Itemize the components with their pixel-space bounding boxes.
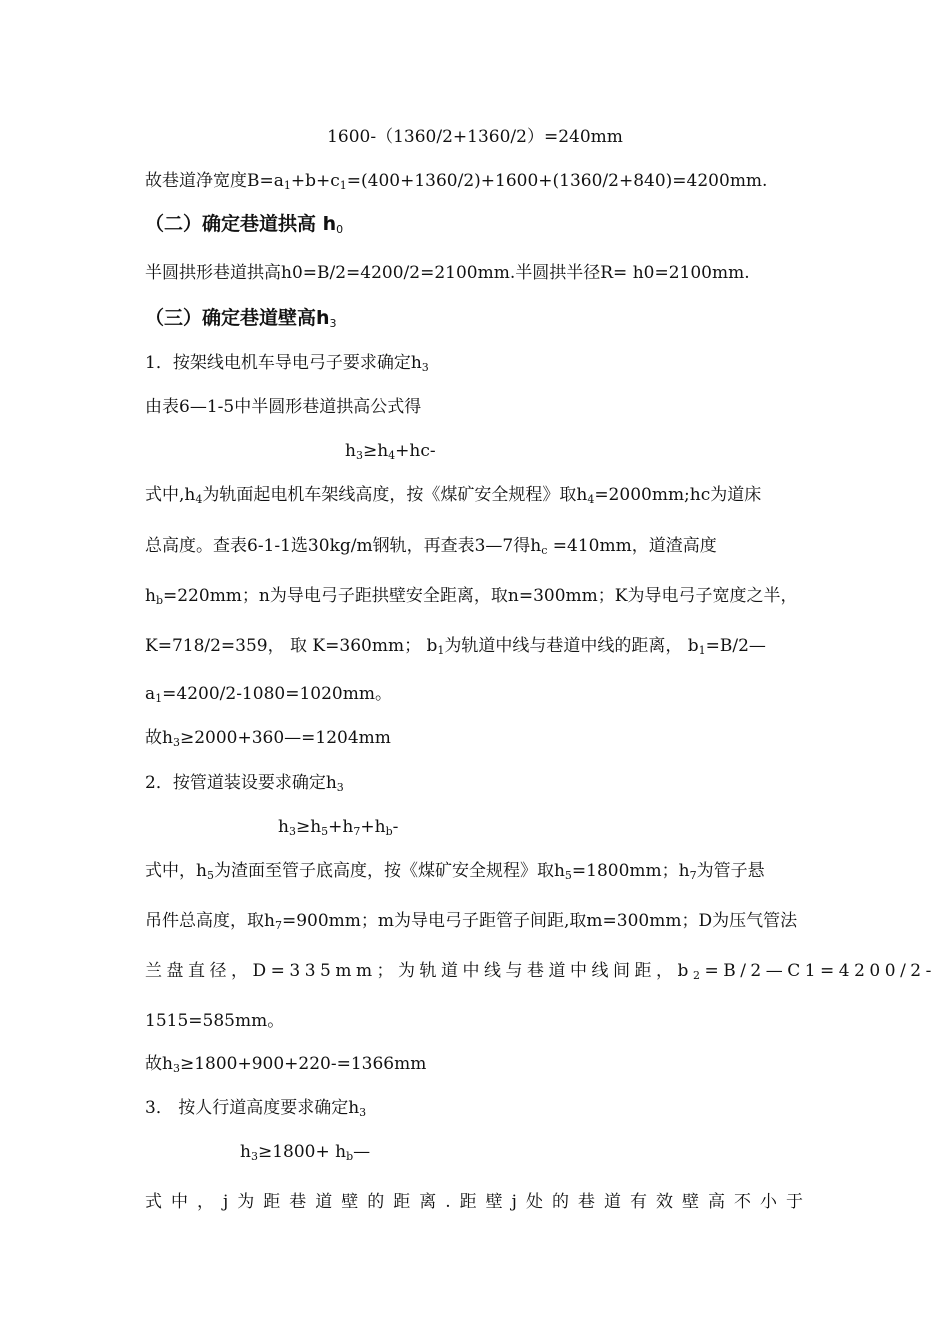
paragraph-line: 式中，j为距巷道壁的距离.距壁j处的巷道有效壁高不小于	[145, 1192, 812, 1212]
paragraph-line: K=718/2=359， 取 K=360mm； $b_1$为轨道中线与巷道中线的距离， $b_1=B/2—$	[145, 636, 766, 657]
paragraph-line: 半圆拱形巷道拱高h0=B/2=4200/2=2100mm.半圆拱半径R= h0=2100mm.	[145, 263, 750, 283]
paragraph-line: $a_1=4200/2-1080=1020mm$。	[145, 684, 392, 705]
formula-line: $h_3\ge h_5+h_7+h_b-$	[278, 817, 399, 838]
formula-line: $h_3\ge 1800+$ $h_b—$	[240, 1142, 371, 1163]
paragraph-line: 式中$,h_4$为轨面起电机车架线高度，按《煤矿安全规程》取$h_4=2000mm;hc$为道床	[145, 485, 762, 506]
formula-line: $h_3\ge h_4+hc-$	[345, 441, 436, 462]
section-heading-arch-height: （二）确定巷道拱高 $h_0$	[145, 213, 344, 236]
result-line: 故$h_3\ge 1800+900+220-=1366mm$	[145, 1054, 427, 1075]
paragraph-line: 1515=585mm。	[145, 1011, 285, 1031]
paragraph-line: $h_b=220mm$；n为导电弓子距拱壁安全距离，取n=300mm；K为导电弓子宽度之半，	[145, 586, 798, 607]
paragraph-line: 由表6—1-5中半圆形巷道拱高公式得	[145, 397, 422, 417]
result-line: 故$h_3\ge 2000+360—=1204mm$	[145, 728, 391, 749]
paragraph-line: 故巷道净宽度$B=a_1+b+c_1=(400+1360/2)+1600+(1360/2+840)=4200mm$.	[145, 171, 768, 192]
subsection-title: 1．按架线电机车导电弓子要求确定$h_3$	[145, 353, 429, 374]
paragraph-line: 兰盘直径，D=335mm；为轨道中线与巷道中线间距，$b_2=B/2—C1=4200/2-$	[145, 961, 936, 982]
paragraph-line: 式中，$h_5$为渣面至管子底高度，按《煤矿安全规程》取$h_5=1800mm$；$h_7$为管子悬	[145, 861, 765, 882]
formula-line-width: 1600-（1360/2+1360/2）=240mm	[327, 127, 623, 147]
paragraph-line: 总高度。查表6-1-1选30kg/m钢轨，再查表3—7得$h_c =410mm$，道渣高度	[145, 536, 717, 557]
paragraph-line: 吊件总高度，取$h_7=900mm$；m为导电弓子距管子间距,取m=300mm；D为压气管法	[145, 911, 798, 932]
subsection-title: 3． 按人行道高度要求确定$h_3$	[145, 1098, 367, 1119]
subsection-title: 2．按管道装设要求确定$h_3$	[145, 773, 344, 794]
section-heading-wall-height: （三）确定巷道壁高$h_3$	[145, 307, 337, 330]
